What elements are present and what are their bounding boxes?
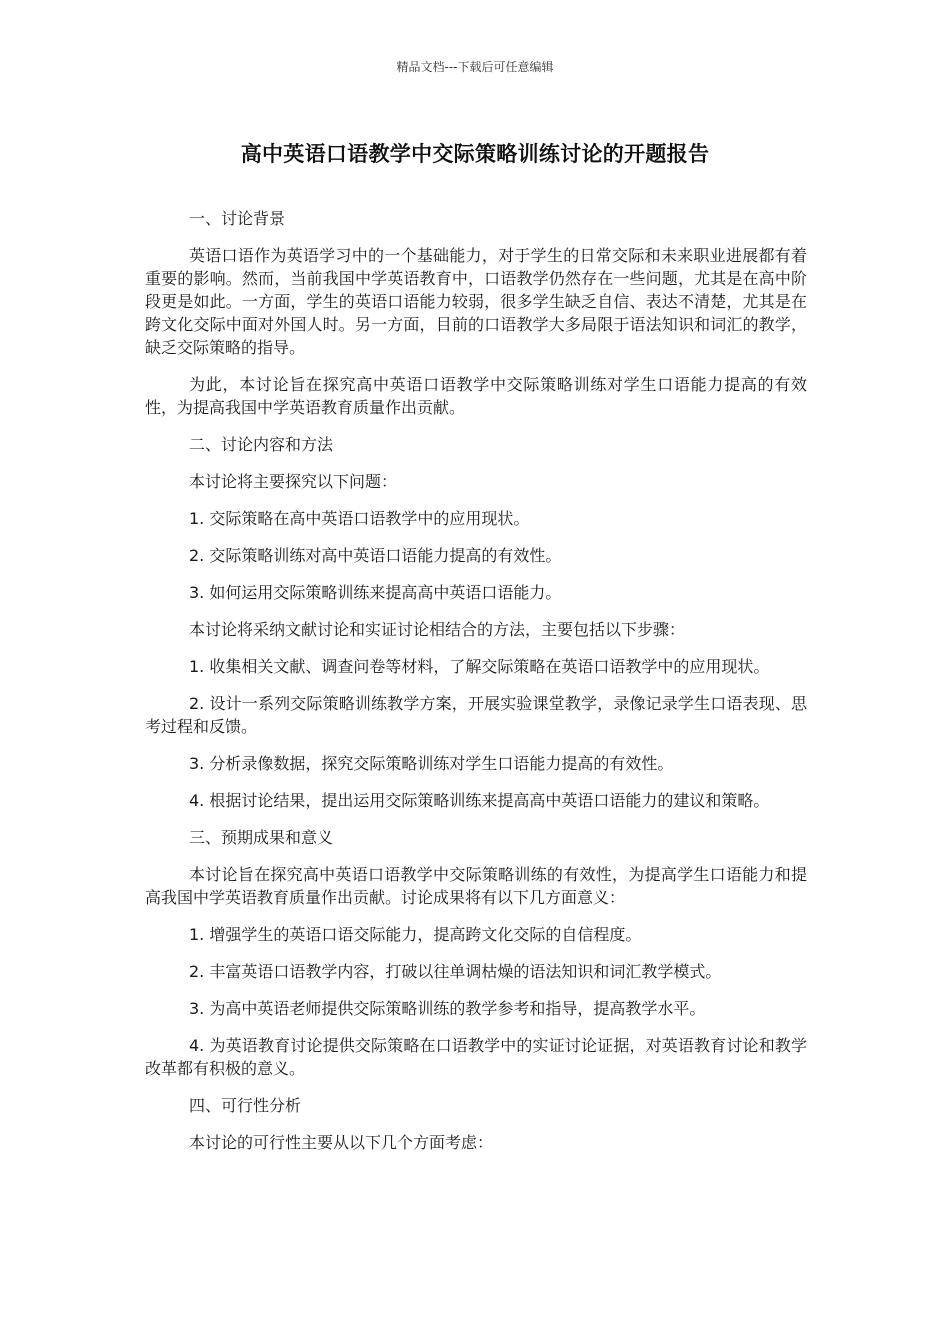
list-item: 4. 根据讨论结果，提出运用交际策略训练来提高高中英语口语能力的建议和策略。 (189, 791, 770, 810)
section-heading-content-methods: 二、讨论内容和方法 (189, 435, 334, 454)
document-body (145, 207, 807, 1168)
paragraph: 英语口语作为英语学习中的一个基础能力，对于学生的日常交际和未来职业进展都有着重要的影响。然而，当前我国中学英语教育中，口语教学仍然存在一些问题，尤其是在高中阶段更是如此。一方面，学生的英语口语能力较弱，很多学生缺乏自信、表达不清楚，尤其是在跨文化交际中面对外国人时。另一方面，目前的口语教学大多局限于语法知识和词汇的教学，缺乏交际策略的指导。 (145, 246, 807, 357)
list-item: 2. 丰富英语口语教学内容，打破以往单调枯燥的语法知识和词汇教学模式。 (189, 962, 722, 981)
paragraph: 本讨论旨在探究高中英语口语教学中交际策略训练的有效性，为提高学生口语能力和提高我国中学英语教育质量作出贡献。讨论成果将有以下几方面意义： (145, 865, 807, 907)
section-heading-outcomes: 三、预期成果和意义 (189, 828, 334, 847)
paragraph: 本讨论将主要探究以下问题： (189, 472, 398, 491)
list-item: 1. 收集相关文献、调查问卷等材料，了解交际策略在英语口语教学中的应用现状。 (189, 657, 770, 676)
paragraph: 为此，本讨论旨在探究高中英语口语教学中交际策略训练对学生口语能力提高的有效性，为提高我国中学英语教育质量作出贡献。 (145, 375, 807, 417)
page-header: 精品文档---下载后可任意编辑 (396, 60, 554, 74)
list-item: 4. 为英语教育讨论提供交际策略在口语教学中的实证讨论证据，对英语教育讨论和教学改革都有积极的意义。 (145, 1036, 807, 1078)
list-item: 1. 交际策略在高中英语口语教学中的应用现状。 (189, 509, 530, 528)
list-item: 1. 增强学生的英语口语交际能力，提高跨文化交际的自信程度。 (189, 925, 642, 944)
section-heading-feasibility: 四、可行性分析 (189, 1096, 302, 1115)
list-item: 3. 如何运用交际策略训练来提高高中英语口语能力。 (189, 583, 562, 602)
list-item: 3. 分析录像数据，探究交际策略训练对学生口语能力提高的有效性。 (189, 754, 674, 773)
list-item: 3. 为高中英语老师提供交际策略训练的教学参考和指导，提高教学水平。 (189, 999, 706, 1018)
paragraph: 本讨论将采纳文献讨论和实证讨论相结合的方法，主要包括以下步骤： (189, 620, 686, 639)
page-title: 高中英语口语教学中交际策略训练讨论的开题报告 (240, 142, 710, 166)
section-heading-background: 一、讨论背景 (189, 209, 286, 228)
list-item: 2. 设计一系列交际策略训练教学方案，开展实验课堂教学，录像记录学生口语表现、思考过程和反馈。 (145, 694, 807, 736)
paragraph: 本讨论的可行性主要从以下几个方面考虑： (189, 1133, 494, 1152)
list-item: 2. 交际策略训练对高中英语口语能力提高的有效性。 (189, 546, 562, 565)
